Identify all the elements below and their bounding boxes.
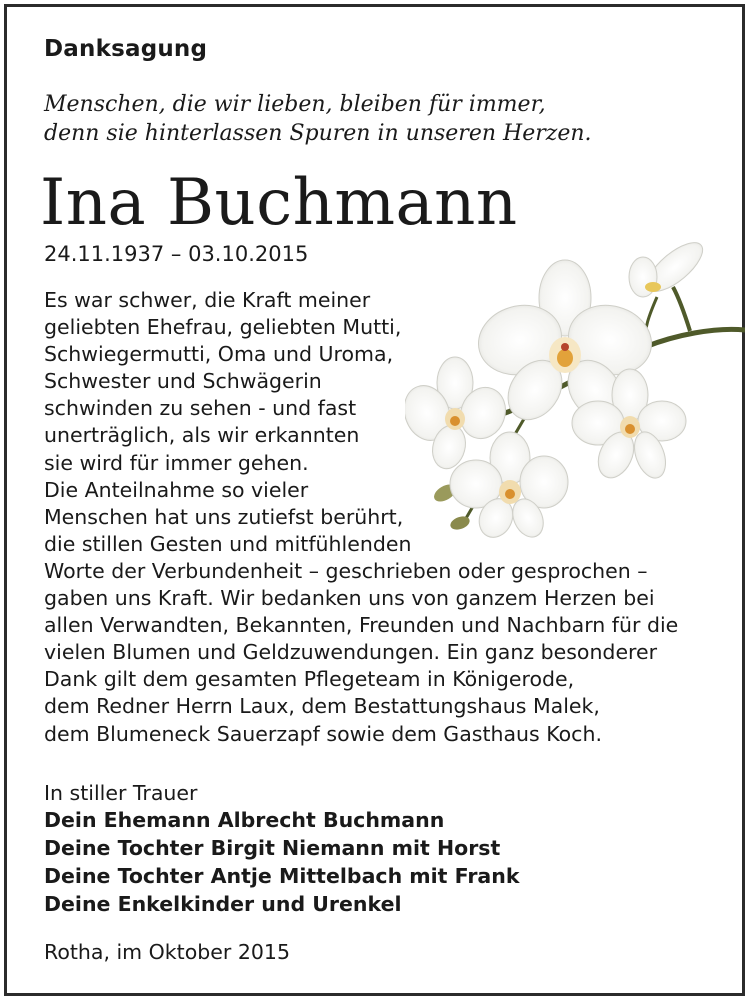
- signer-line: Deine Tochter Antje Mittelbach mit Frank: [44, 864, 520, 888]
- body-line: Menschen hat uns zutiefst berührt,: [44, 504, 404, 529]
- motto-quote: [44, 90, 684, 148]
- signers-list: [44, 806, 519, 918]
- body-line: unerträglich, als wir erkannten: [44, 423, 360, 448]
- body-line: allen Verwandten, Bekannten, Freunden und Nachbarn für die: [44, 613, 679, 638]
- body-line: schwinden zu sehen - und fast: [44, 396, 357, 421]
- body-line: gaben uns Kraft. Wir bedanken uns von ganzem Herzen bei: [44, 586, 655, 611]
- motto-line: Menschen, die wir lieben, bleiben für immer,: [44, 92, 546, 117]
- thank-you-text: [44, 287, 734, 748]
- deceased-name: Ina Buchmann: [40, 166, 518, 240]
- body-line: sie wird für immer gehen.: [44, 450, 309, 475]
- body-line: geliebten Ehefrau, geliebten Mutti,: [44, 315, 402, 340]
- motto-line: denn sie hinterlassen Spuren in unseren Herzen.: [44, 121, 592, 146]
- body-line: vielen Blumen und Geldzuwendungen. Ein ganz besonderer: [44, 640, 658, 665]
- body-line: dem Redner Herrn Laux, dem Bestattungshaus Malek,: [44, 694, 600, 719]
- signer-line: Deine Tochter Birgit Niemann mit Horst: [44, 836, 501, 860]
- place-date: Rotha, im Oktober 2015: [44, 940, 290, 964]
- signer-line: Deine Enkelkinder und Urenkel: [44, 892, 402, 916]
- body-line: Worte der Verbundenheit – geschrieben oder gesprochen –: [44, 558, 648, 583]
- notice-heading: Danksagung: [44, 36, 208, 62]
- signer-line: Dein Ehemann Albrecht Buchmann: [44, 808, 445, 832]
- life-dates: 24.11.1937 – 03.10.2015: [44, 242, 309, 266]
- body-line: dem Blumeneck Sauerzapf sowie dem Gasthaus Koch.: [44, 721, 602, 746]
- mourning-label: In stiller Trauer: [44, 781, 198, 805]
- body-line: Schwester und Schwägerin: [44, 369, 322, 394]
- body-line: Dank gilt dem gesamten Pflegeteam in Königerode,: [44, 667, 575, 692]
- body-line: Die Anteilnahme so vieler: [44, 477, 309, 502]
- body-line: Es war schwer, die Kraft meiner: [44, 288, 371, 312]
- body-line: Schwiegermutti, Oma und Uroma,: [44, 342, 394, 367]
- body-line: die stillen Gesten und mitfühlenden: [44, 531, 412, 556]
